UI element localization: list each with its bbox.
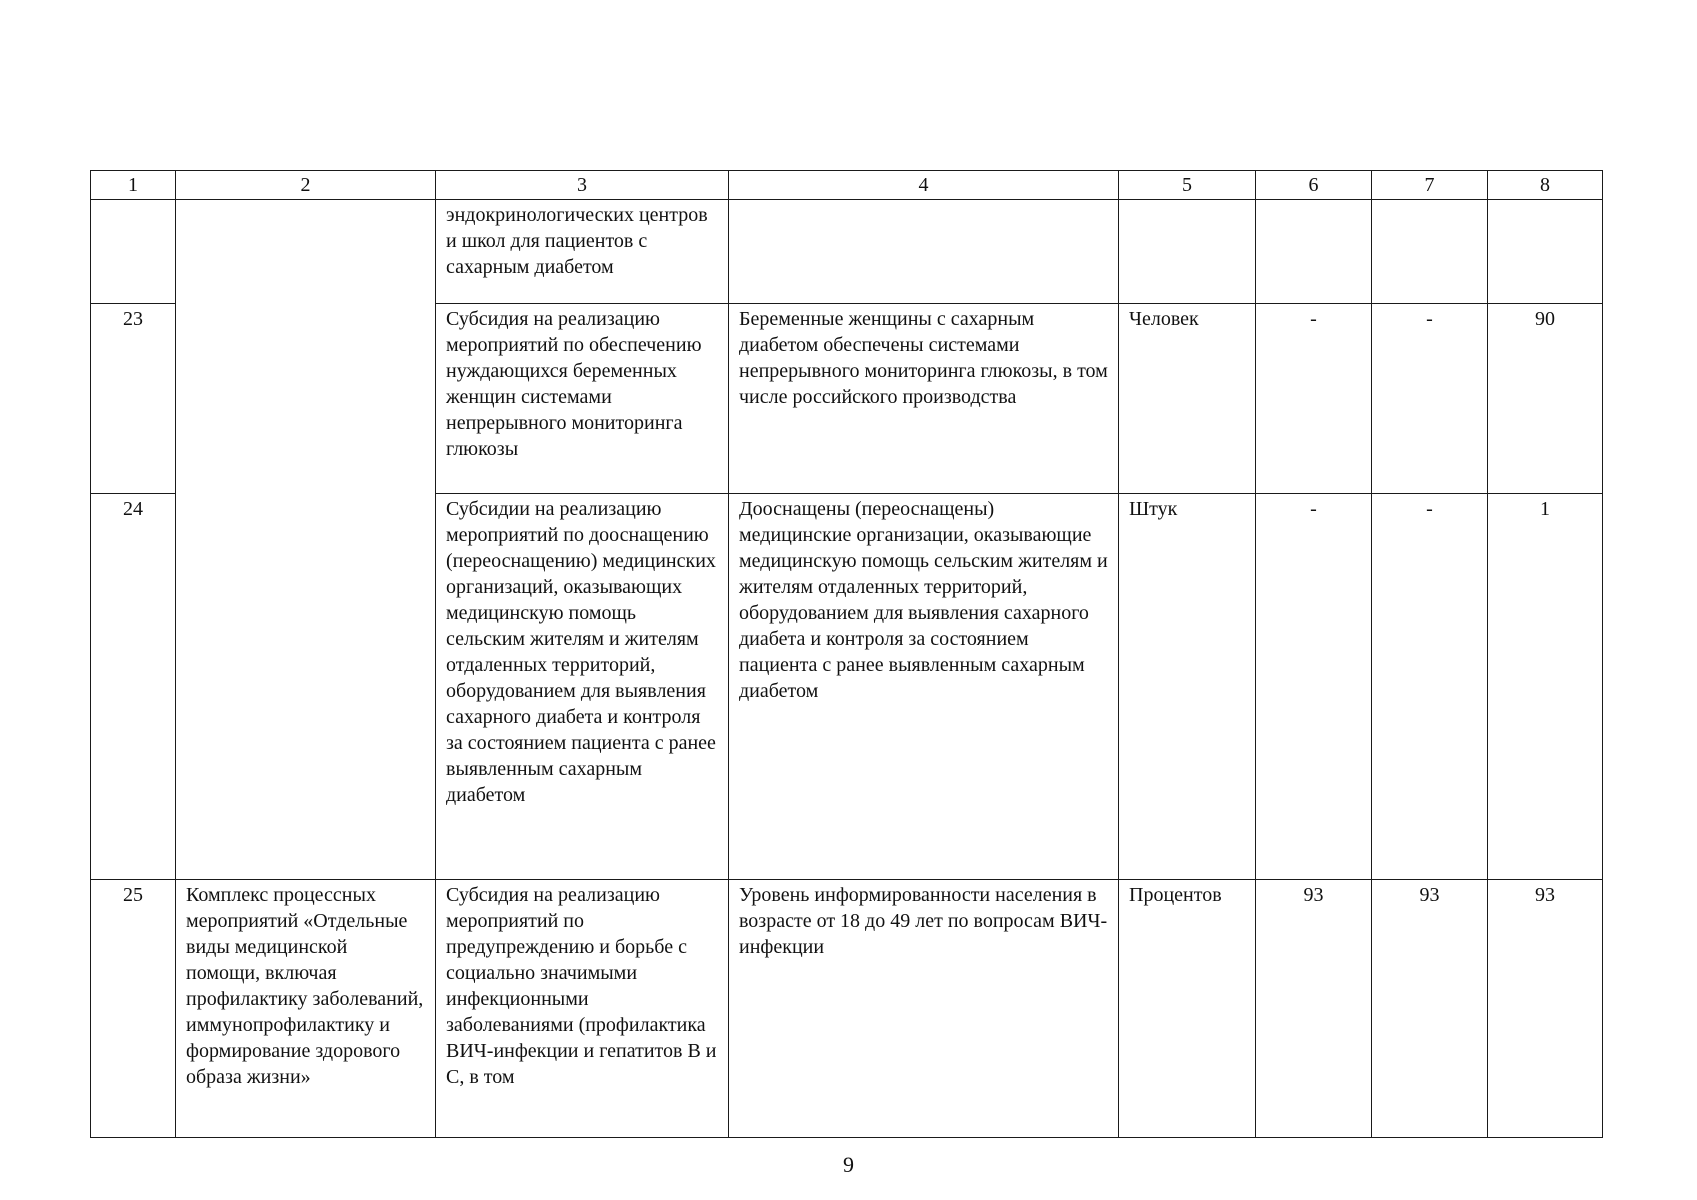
program-cell [176,880,436,1138]
unit-cell: Процентов [1119,880,1256,1138]
event-cell [436,880,729,1138]
event-cell: эндокринологических центров и школ для пациентов с сахарным диабетом [436,200,729,304]
result-cell: Уровень информированности населения в возрасте от 18 до 49 лет по вопросам ВИЧ-инфекции [729,880,1119,1138]
program-cell-empty [176,200,436,880]
table-row [91,880,1603,1138]
value-cell-6: - [1256,494,1372,880]
header-cell: 8 [1488,171,1603,200]
value-cell-8 [1488,200,1603,304]
table-row [91,200,1603,304]
row-number-cell: 25 [91,880,176,1138]
row-number-cell: 23 [91,304,176,494]
unit-cell [1119,200,1256,304]
header-cell: 4 [729,171,1119,200]
unit-cell: Человек [1119,304,1256,494]
value-cell-6: - [1256,304,1372,494]
header-cell: 3 [436,171,729,200]
page-number: 9 [843,1152,854,1177]
header-cell: 7 [1372,171,1488,200]
table-header-row [91,171,1603,200]
value-cell-8: 1 [1488,494,1603,880]
result-cell: Беременные женщины с сахарным диабетом обеспечены системами непрерывного мониторинга глюкозы, в том числе российского производства [729,304,1119,494]
header-cell: 2 [176,171,436,200]
value-cell-8: 90 [1488,304,1603,494]
value-cell-7: - [1372,494,1488,880]
event-cell: Субсидии на реализацию мероприятий по дооснащению (переоснащению) медицинских организаций, оказывающих медицинскую помощь сельским жителям и жителям отдаленных территорий, оборудованием для выявления сахарного диабета и контроля за состоянием пациента с ранее выявленным сахарным диабетом [436,494,729,880]
value-cell-6: 93 [1256,880,1372,1138]
header-cell: 6 [1256,171,1372,200]
event-text: Субсидия на реализацию мероприятий по предупреждению и борьбе с социально значимыми инфекционными заболеваниями (профилактика ВИЧ-инфекции и гепатитов B и C, в том [446,884,717,1088]
indicators-table [90,170,1603,1138]
result-cell: Дооснащены (переоснащены) медицинские организации, оказывающие медицинскую помощь сельским жителям и жителям отдаленных территорий, оборудованием для выявления сахарного диабета и контроля за состоянием пациента с ранее выявленным сахарным диабетом [729,494,1119,880]
event-cell: Субсидия на реализацию мероприятий по обеспечению нуждающихся беременных женщин системами непрерывного мониторинга глюкозы [436,304,729,494]
row-number-cell: 24 [91,494,176,880]
value-cell-8: 93 [1488,880,1603,1138]
header-cell: 1 [91,171,176,200]
program-text: Комплекс процессных мероприятий «Отдельные виды медицинской помощи, включая профилактику заболеваний, иммунопрофилактику и формирование здорового образа жизни» [186,884,424,1088]
header-cell: 5 [1119,171,1256,200]
unit-cell: Штук [1119,494,1256,880]
result-cell [729,200,1119,304]
value-cell-7: - [1372,304,1488,494]
row-number-cell [91,200,176,304]
value-cell-6 [1256,200,1372,304]
value-cell-7 [1372,200,1488,304]
value-cell-7: 93 [1372,880,1488,1138]
